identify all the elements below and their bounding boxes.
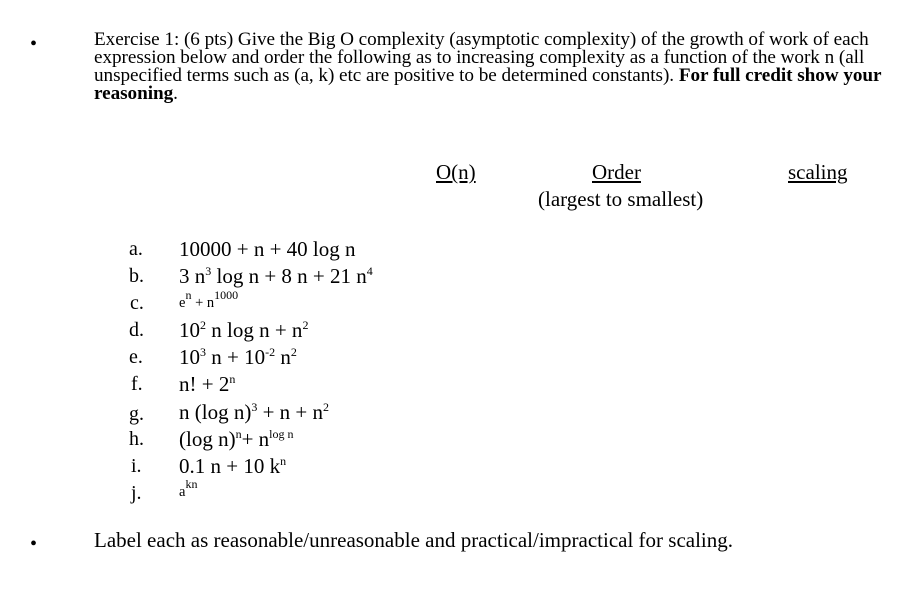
bullet-point: • bbox=[30, 33, 38, 55]
expression-d: $10^2$ n $\log n + n^2$ bbox=[179, 318, 309, 342]
item-letter: g. bbox=[129, 403, 144, 425]
instructions-line bbox=[94, 85, 920, 103]
expression-i: 0.1 n + 10 $k^n$ bbox=[179, 454, 287, 478]
item-letter: f. bbox=[131, 373, 143, 395]
exercise-instructions bbox=[94, 31, 920, 103]
item-letter: i. bbox=[131, 455, 142, 477]
expression-a: 10000 + n + 40 log n bbox=[179, 237, 356, 261]
expression-b: 3 $n^3$ log n + 8 n + 21 $n^4$ bbox=[179, 264, 373, 288]
expression-e: $10^3$ $n + 10^{-2}$ $n^2$ bbox=[179, 345, 297, 369]
instructions-line bbox=[94, 67, 920, 85]
expression-c: $e^n + n^{1000}$ bbox=[179, 288, 239, 311]
expression-g: n (log $n)^3 + n + n^2$ bbox=[179, 400, 330, 424]
bullet-point: • bbox=[30, 533, 38, 555]
expression-f: n! + $2^n$ bbox=[179, 372, 236, 396]
item-letter: b. bbox=[129, 265, 144, 287]
instructions-line: Exercise 1: (6 pts) Give the Big O complexity (asymptotic complexity) of the growth of work of each bbox=[94, 29, 869, 50]
scaling-label-instruction: Label each as reasonable/unreasonable and practical/impractical for scaling. bbox=[94, 528, 734, 552]
item-letter: a. bbox=[129, 238, 143, 260]
item-letter: c. bbox=[130, 292, 144, 314]
column-header-order: Order bbox=[592, 160, 641, 184]
item-letter: h. bbox=[129, 428, 144, 450]
instructions-bold: reasoning bbox=[94, 83, 174, 104]
column-header-o-n: O(n) bbox=[436, 160, 476, 184]
item-letter: j. bbox=[131, 482, 142, 504]
column-header-scaling: scaling bbox=[788, 160, 848, 184]
column-subheader-order: (largest to smallest) bbox=[538, 187, 704, 211]
instructions-text: . bbox=[173, 83, 178, 104]
expression-j: $a^{kn}$ bbox=[179, 477, 198, 500]
item-letter: e. bbox=[129, 346, 143, 368]
expression-h: (log $n)^n+ n^{log n}$ bbox=[179, 427, 294, 451]
instructions-bold: For full credit show your bbox=[678, 65, 882, 86]
instructions-text: unspecified terms such as (a, k) etc are positive to be determined constants). bbox=[94, 65, 679, 86]
instructions-line: expression below and order the following as to increasing complexity as a function of the work n (all bbox=[94, 47, 865, 68]
item-letter: d. bbox=[129, 319, 144, 341]
